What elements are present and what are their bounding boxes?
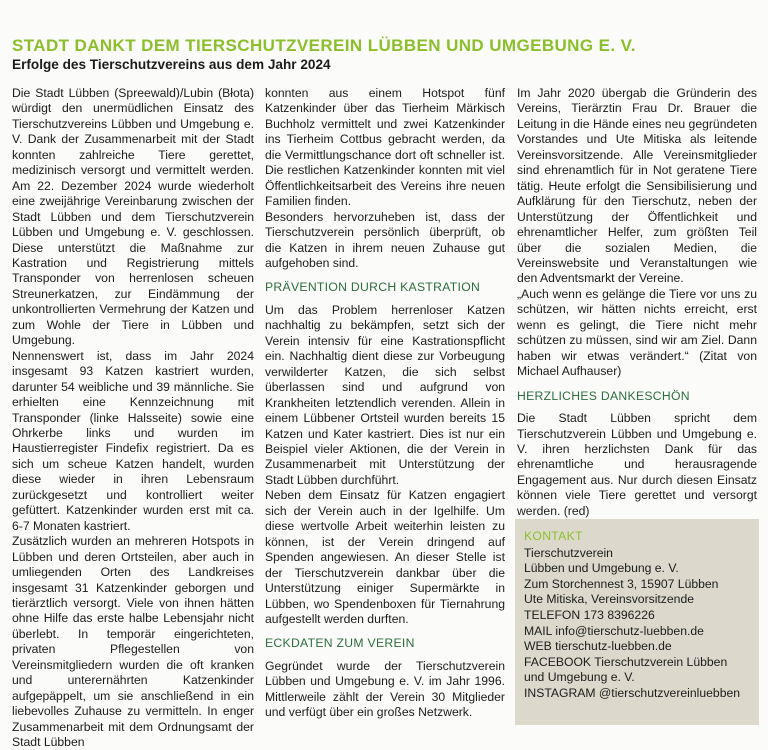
contact-line-web: WEB tierschutz-luebben.de	[524, 639, 672, 654]
contact-line-org-2: Lübben und Umgebung e. V.	[524, 561, 679, 576]
contact-line-facebook-2: und Umgebung e. V.	[524, 670, 635, 685]
article-headline: STADT DANKT DEM TIERSCHUTZVEREIN LÜBBEN UND UMGEBUNG E. V.	[12, 36, 636, 55]
paragraph: Um das Problem herrenloser Katzen nachhaltig zu bekämpfen, setzt sich der Verein intensiv für eine Kastrationspflicht ein. Nachhaltig dient diese zur Vorbeugung verwilderter Katzen, die sich selbst überlassen sind und aufgrund von Krankheiten letztendlich verenden. Allein in einem Lübbener Ortsteil wurden bereits 15 Katzen und Kater kastriert. Dies ist nur ein Beispiel vieler Aktionen, die der Verein in Zusammenarbeit mit Unterstützung der Stadt Lübben durchführt.	[265, 302, 505, 487]
text-column-1	[12, 86, 254, 750]
article-subheadline: Erfolge des Tierschutzvereins aus dem Jahr 2024	[12, 57, 331, 72]
paragraph: Zusätzlich wurden an mehreren Hotspots in Lübben und deren Ortsteilen, aber auch in umliegenden Orten des Landkreises insgesamt 31 Katzenkinder geborgen und tierärztlich versorgt. Viele von ihnen hätten ohne Hilfe das erste halbe Lebensjahr nicht überlebt. In temporär eingerichteten, privaten Pflegestellen von Vereinsmitgliedern wurden die oft kranken und unterernährten Katzenkinder aufgepäppelt, um sie anschließend in ein liebevolles Zuhause zu vermitteln. In enger Zusammenarbeit mit dem Ordnungsamt der Stadt Lübben	[12, 534, 254, 750]
cut-off-top-text	[0, 0, 768, 10]
contact-line-phone: TELEFON 173 8396226	[524, 607, 655, 622]
contact-line-address: Zum Storchennest 3, 15907 Lübben	[524, 576, 719, 591]
contact-title: KONTAKT	[524, 529, 583, 543]
contact-line-mail: MAIL info@tierschutz-luebben.de	[524, 623, 704, 638]
section-heading-prevention: PRÄVENTION DURCH KASTRATION	[265, 280, 481, 295]
paragraph: Neben dem Einsatz für Katzen engagiert sich der Verein auch in der Igelhilfe. Um diese wertvolle Arbeit weiterhin leisten zu können, ist der Verein dringend auf Spenden angewiesen. An dieser Stelle ist der Tierschutzverein dankbar über die Unterstützung einiger Supermärkte in Lübben, wo Spendenboxen für Tiernahrung aufgestellt werden durften.	[265, 488, 505, 626]
contact-line-org: Tierschutzverein	[524, 545, 613, 560]
paragraph: Im Jahr 2020 übergab die Gründerin des Vereins, Tierärztin Frau Dr. Brauer die Leitung in die Hände eines neu gegründeten Vorstandes und Ute Mitiska als leitende Vereinsvorsitzende. Alle Vereinsmitglieder sind ehrenamtlich für in Not geratene Tiere tätig. Heute erfolgt die Sensibilisierung und Aufklärung für den Tierschutz, neben der Unterstützung der Öffentlichkeit und ehrenamtlicher Helfer, zum größten Teil über die sozialen Medien, die Vereinswebsite und Veranstaltungen wie den Adventsmarkt der Vereine.	[517, 86, 757, 286]
paragraph: Gegründet wurde der Tierschutzverein Lübben und Umgebung e. V. im Jahr 1996. Mittlerweile zählt der Verein 30 Mitglieder und verfügt über ein großes Netzwerk.	[265, 658, 505, 720]
text-column-3	[517, 86, 757, 519]
paragraph: Besonders hervorzuheben ist, dass der Tierschutzverein persönlich überprüft, ob die Katzen in ihrem neuen Zuhause gut aufgehoben sind.	[265, 209, 505, 270]
contact-line-person: Ute Mitiska, Vereinsvorsitzende	[524, 592, 695, 607]
contact-line-facebook: FACEBOOK Tierschutzverein Lübben	[524, 654, 728, 669]
paragraph: konnten aus einem Hotspot fünf Katzenkinder über das Tierheim Märkisch Buchholz vermittelt und zwei Katzenkinder ins Tierheim Cottbus gebracht werden, da die Vermittlungschance dort oft schneller ist. Die restlichen Katzenkinder konnten mit viel Öffentlichkeitsarbeit des Vereins ihre neuen Familien finden.	[265, 86, 505, 209]
text-column-2	[265, 86, 505, 721]
paragraph: Die Stadt Lübben (Spreewald)/Lubin (Błota) würdigt den unermüdlichen Einsatz des Tierschutzvereins Lübben und Umgebung e. V. Dank der Zusammenarbeit mit der Stadt konnten zahlreiche Tiere gerettet, medizinisch versorgt und vermittelt werden. Am 22. Dezember 2024 wurde wiederholt eine zweijährige Vereinbarung zwischen der Stadt Lübben und dem Tierschutzverein Lübben und Umgebung e. V. geschlossen. Diese unterstützt die Maßnahme zur Kastration und Registrierung mittels Transponder von herrenlosen scheuen Streunerkatzen, zur Eindämmung der unkontrollierten Vermehrung der Katzen und zum Wohle der Tiere in Lübben und Umgebung.	[12, 86, 254, 348]
paragraph: Nennenswert ist, dass im Jahr 2024 insgesamt 93 Katzen kastriert wurden, darunter 54 weibliche und 39 männliche. Sie erhielten eine Kennzeichnung mit Transponder (linke Halsseite) sowie eine Ohrkerbe links und wurden im Haustierregister Findefix registriert. Da es sich um scheue Katzen handelt, wurden diese wieder in ihren Lebensraum zurückgesetzt und kontrolliert weiter gefüttert. Katzenkinder wurden erst mit ca. 6-7 Monaten kastriert.	[12, 348, 254, 533]
contact-line-instagram: INSTAGRAM @tierschutzvereinluebben	[524, 685, 741, 700]
contact-box	[515, 519, 759, 725]
paragraph: Die Stadt Lübben spricht dem Tierschutzverein Lübben und Umgebung e. V. ihren herzlichsten Dank für das ehrenamtliche und herausragende Engagement aus. Nur durch diesen Einsatz können viele Tiere gerettet und versorgt werden. (red)	[517, 411, 757, 518]
section-heading-key-facts: ECKDATEN ZUM VEREIN	[265, 636, 415, 651]
quote-paragraph: „Auch wenn es gelänge die Tiere vor uns zu schützen, wir hätten nichts erreicht, erst wenn es gelingt, die Tiere nicht mehr schützen zu müssen, sind wir am Ziel. Dann haben wir etwas verändert.“ (Zitat von Michael Aufhauser)	[517, 286, 757, 379]
section-heading-thanks: HERZLICHES DANKESCHÖN	[517, 388, 690, 403]
